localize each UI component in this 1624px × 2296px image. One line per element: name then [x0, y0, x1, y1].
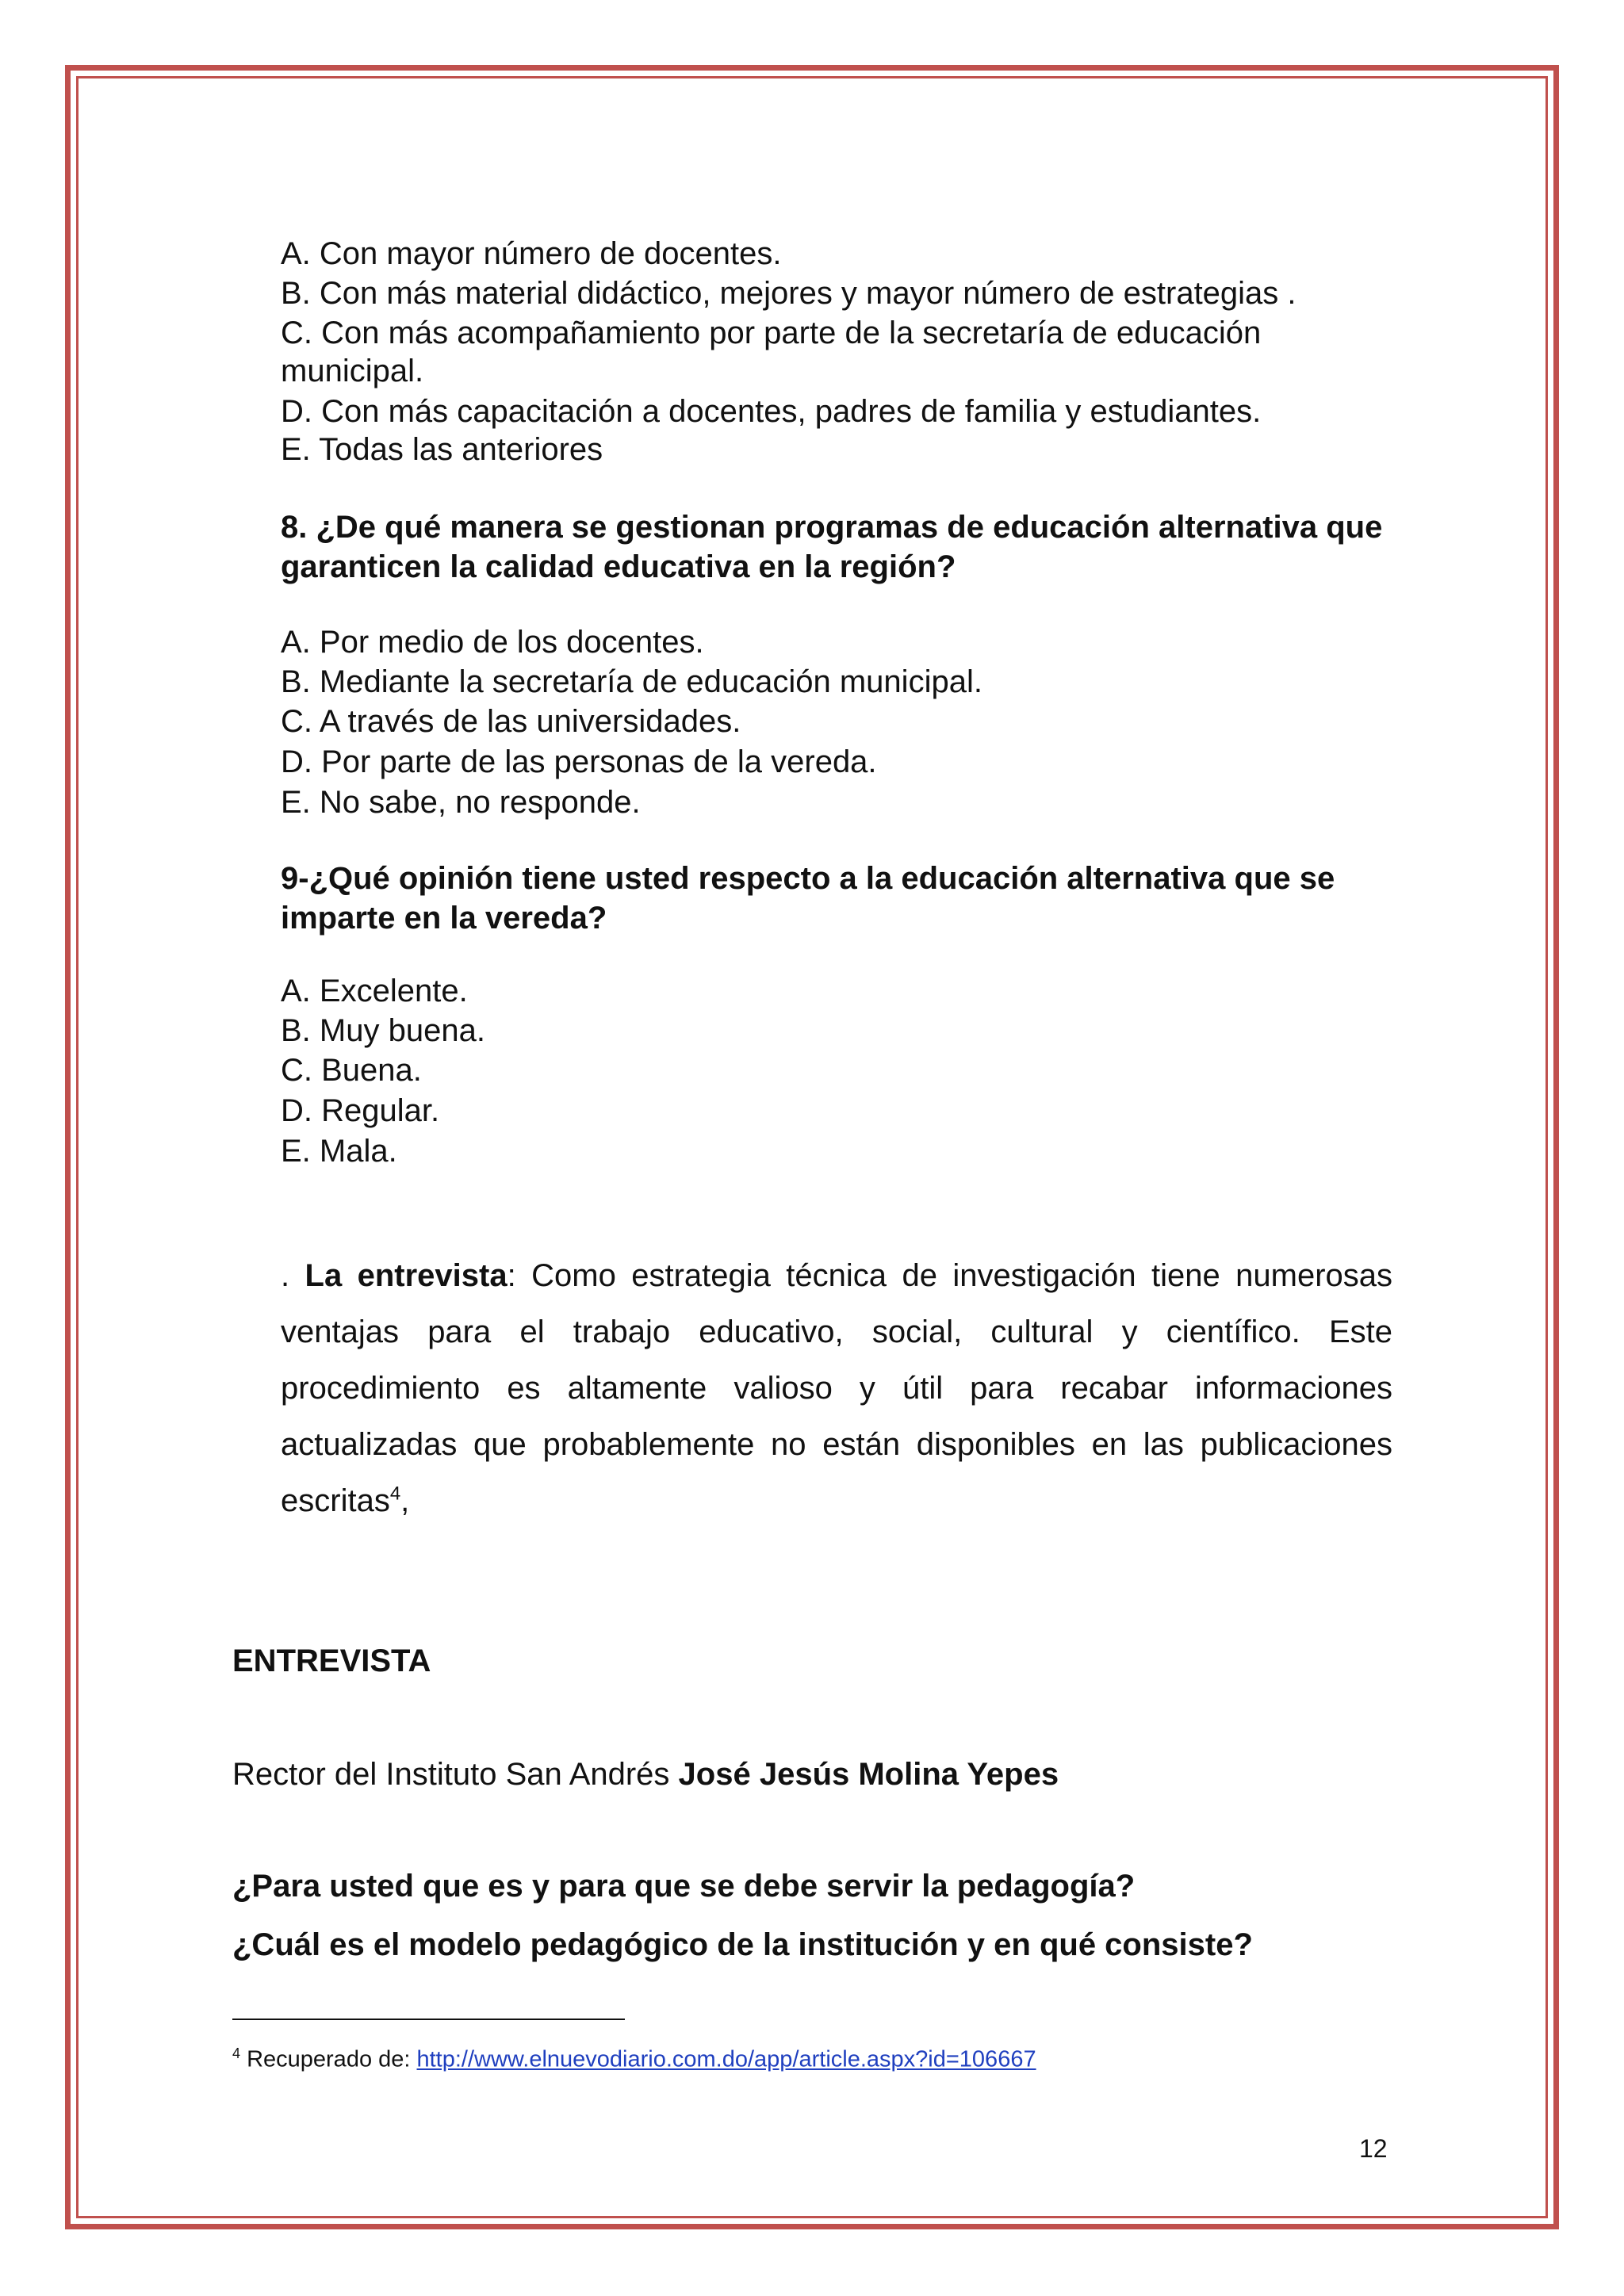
- rector-name: José Jesús Molina Yepes: [678, 1757, 1059, 1792]
- option-q7-d: D. Con más capacitación a docentes, padres de familia y estudiantes.: [281, 394, 1262, 429]
- footnote-label: Recuperado de:: [240, 2046, 417, 2072]
- para-lead: .: [281, 1258, 305, 1293]
- footnote-number: 4: [232, 2045, 241, 2061]
- question-8: 8. ¿De qué manera se gestionan programas de educación alternativa que garanticen la calidad educativa en la región?: [281, 510, 1383, 584]
- option-q9-a: A. Excelente.: [281, 974, 468, 1008]
- option-q7-e: E. Todas las anteriores: [281, 432, 603, 467]
- question-model: ¿Cuál es el modelo pedagógico de la institución y en qué consiste?: [232, 1927, 1253, 1962]
- option-q9-b: B. Muy buena.: [281, 1013, 485, 1048]
- rector-prefix: Rector del Instituto San Andrés: [232, 1757, 679, 1792]
- interview-paragraph: [281, 1248, 1392, 1529]
- question-pedagogy: ¿Para usted que es y para que se debe servir la pedagogía?: [232, 1869, 1136, 1904]
- option-q8-d: D. Por parte de las personas de la vereda.: [281, 744, 877, 779]
- option-q7-b: B. Con más material didáctico, mejores y mayor número de estrategias .: [281, 276, 1297, 311]
- rector-line: [232, 1755, 1059, 1794]
- para-trail: ,: [400, 1483, 410, 1518]
- option-q8-a: A. Por medio de los docentes.: [281, 625, 704, 660]
- option-q8-e: E. No sabe, no responde.: [281, 785, 641, 820]
- footnote-link[interactable]: http://www.elnuevodiario.com.do/app/article.aspx?id=106667: [416, 2046, 1036, 2072]
- option-q9-e: E. Mala.: [281, 1134, 397, 1169]
- para-term: La entrevista: [304, 1258, 508, 1293]
- page-number: 12: [1359, 2134, 1388, 2163]
- option-q9-d: D. Regular.: [281, 1093, 440, 1128]
- option-q7-c: C. Con más acompañamiento por parte de la secretaría de educación municipal.: [281, 316, 1262, 388]
- question-9: 9-¿Qué opinión tiene usted respecto a la educación alternativa que se imparte en la vereda?: [281, 861, 1335, 936]
- footnote-separator: [232, 2019, 625, 2020]
- section-heading: ENTREVISTA: [232, 1644, 431, 1678]
- para-body: : Como estrategia técnica de investigación tiene numerosas ventajas para el trabajo educativo, social, cultural y científico. Este procedimiento es altamente valioso y útil para recabar informaciones actualizadas que probablemente no están disponibles en las publicaciones escritas: [281, 1258, 1393, 1518]
- option-q8-c: C. A través de las universidades.: [281, 704, 741, 739]
- option-q9-c: C. Buena.: [281, 1053, 422, 1088]
- footnote-ref[interactable]: 4: [389, 1483, 401, 1505]
- footnote: [232, 2038, 1036, 2076]
- option-q8-b: B. Mediante la secretaría de educación municipal.: [281, 664, 982, 699]
- option-q7-a: A. Con mayor número de docentes.: [281, 236, 782, 271]
